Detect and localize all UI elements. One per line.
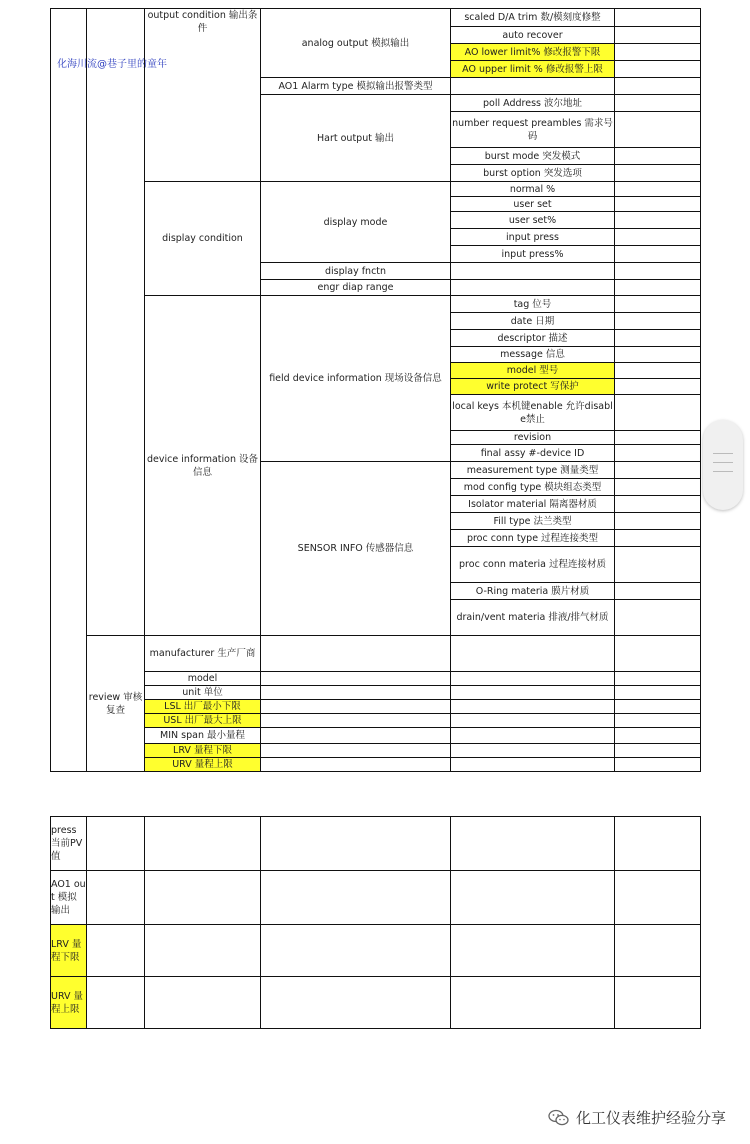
press-pv-row-label: press 当前PV值 bbox=[51, 817, 87, 871]
value-cell[interactable] bbox=[261, 744, 451, 758]
review-item-4: USL 出厂最大上限 bbox=[145, 714, 261, 728]
value-cell[interactable] bbox=[261, 758, 451, 772]
value-cell[interactable] bbox=[615, 431, 701, 445]
value-cell[interactable] bbox=[615, 61, 701, 78]
review-item-0: manufacturer 生产厂商 bbox=[145, 636, 261, 672]
value-cell[interactable] bbox=[615, 379, 701, 395]
value-cell[interactable] bbox=[261, 672, 451, 686]
value-cell[interactable] bbox=[615, 95, 701, 112]
value-cell[interactable] bbox=[451, 744, 615, 758]
analog-item-0: scaled D/A trim 数/模刻度修整 bbox=[451, 9, 615, 27]
display-item-1: user set bbox=[451, 197, 615, 212]
value-cell[interactable] bbox=[615, 686, 701, 700]
review-item-5: MIN span 最小量程 bbox=[145, 728, 261, 744]
field-item-4: model 型号 bbox=[451, 363, 615, 379]
value-cell[interactable] bbox=[615, 280, 701, 296]
value-cell[interactable] bbox=[615, 817, 701, 871]
field-item-7: revision bbox=[451, 431, 615, 445]
field-item-6: local keys 本机键enable 允许disable禁止 bbox=[451, 395, 615, 431]
footer-account bbox=[548, 1107, 726, 1128]
display-condition-cell: display condition bbox=[145, 182, 261, 296]
value-cell[interactable] bbox=[261, 977, 451, 1029]
ao1-out-row-label: AO1 out 模拟输出 bbox=[51, 871, 87, 925]
value-cell[interactable] bbox=[615, 479, 701, 496]
field-item-0: tag 位号 bbox=[451, 296, 615, 313]
bottom-parameter-table bbox=[50, 816, 701, 1029]
value-cell[interactable] bbox=[615, 547, 701, 583]
analog-output-cell: analog output 模拟输出 bbox=[261, 9, 451, 78]
sensor-item-5: proc conn materia 过程连接材质 bbox=[451, 547, 615, 583]
value-cell[interactable] bbox=[87, 871, 145, 925]
value-cell[interactable] bbox=[615, 728, 701, 744]
display-item-2: user set% bbox=[451, 212, 615, 229]
value-cell[interactable] bbox=[451, 925, 615, 977]
display-item-4: input press% bbox=[451, 246, 615, 263]
value-cell[interactable] bbox=[451, 636, 615, 672]
scroll-handle[interactable] bbox=[703, 420, 743, 510]
value-cell[interactable] bbox=[615, 513, 701, 530]
display-item-0: normal % bbox=[451, 182, 615, 197]
field-item-1: date 日期 bbox=[451, 313, 615, 330]
output-condition-cell: output condition 输出条件 bbox=[145, 9, 261, 182]
value-cell[interactable] bbox=[451, 817, 615, 871]
value-cell[interactable] bbox=[615, 445, 701, 462]
hart-item-1: number request preambles 需求号码 bbox=[451, 112, 615, 148]
value-cell[interactable] bbox=[615, 27, 701, 44]
value-cell[interactable] bbox=[87, 817, 145, 871]
value-cell[interactable] bbox=[615, 246, 701, 263]
lrv-row-label: LRV 量程下限 bbox=[51, 925, 87, 977]
value-cell[interactable] bbox=[615, 44, 701, 61]
sensor-item-7: drain/vent materia 排液/排气材质 bbox=[451, 600, 615, 636]
value-cell[interactable] bbox=[451, 263, 615, 280]
value-cell[interactable] bbox=[615, 583, 701, 600]
value-cell[interactable] bbox=[615, 263, 701, 280]
value-cell[interactable] bbox=[261, 871, 451, 925]
value-cell[interactable] bbox=[615, 229, 701, 246]
value-cell[interactable] bbox=[615, 212, 701, 229]
value-cell[interactable] bbox=[87, 977, 145, 1029]
hart-item-2: burst mode 突发模式 bbox=[451, 148, 615, 165]
value-cell[interactable] bbox=[615, 78, 701, 95]
value-cell[interactable] bbox=[615, 636, 701, 672]
value-cell[interactable] bbox=[261, 728, 451, 744]
value-cell[interactable] bbox=[261, 636, 451, 672]
review-item-2: unit 单位 bbox=[145, 686, 261, 700]
value-cell[interactable] bbox=[615, 197, 701, 212]
sensor-item-0: measurement type 测量类型 bbox=[451, 462, 615, 479]
review-item-1: model bbox=[145, 672, 261, 686]
value-cell[interactable] bbox=[145, 977, 261, 1029]
value-cell[interactable] bbox=[615, 600, 701, 636]
value-cell[interactable] bbox=[615, 925, 701, 977]
value-cell[interactable] bbox=[145, 817, 261, 871]
value-cell[interactable] bbox=[451, 672, 615, 686]
review-item-7: URV 量程上限 bbox=[145, 758, 261, 772]
value-cell[interactable] bbox=[615, 977, 701, 1029]
urv-row-label: URV 量程上限 bbox=[51, 977, 87, 1029]
value-cell[interactable] bbox=[615, 148, 701, 165]
left-margin-cell bbox=[51, 9, 87, 772]
value-cell[interactable] bbox=[615, 165, 701, 182]
sensor-item-1: mod config type 模块组态类型 bbox=[451, 479, 615, 496]
analog-item-3: AO upper limit % 修改报警上限 bbox=[451, 61, 615, 78]
value-cell[interactable] bbox=[87, 925, 145, 977]
sensor-item-4: proc conn type 过程连接类型 bbox=[451, 530, 615, 547]
value-cell[interactable] bbox=[615, 672, 701, 686]
top-parameter-table bbox=[50, 8, 701, 772]
value-cell[interactable] bbox=[615, 871, 701, 925]
value-cell[interactable] bbox=[615, 496, 701, 513]
value-cell[interactable] bbox=[451, 871, 615, 925]
value-cell[interactable] bbox=[615, 112, 701, 148]
value-cell[interactable] bbox=[615, 758, 701, 772]
hart-output-cell: Hart output 输出 bbox=[261, 95, 451, 182]
value-cell[interactable] bbox=[261, 686, 451, 700]
value-cell[interactable] bbox=[615, 530, 701, 547]
value-cell[interactable] bbox=[615, 330, 701, 347]
value-cell[interactable] bbox=[451, 758, 615, 772]
review-item-6: LRV 量程下限 bbox=[145, 744, 261, 758]
field-device-info-cell: field device information 现场设备信息 bbox=[261, 296, 451, 462]
field-item-2: descriptor 描述 bbox=[451, 330, 615, 347]
ao1-alarm-type-cell: AO1 Alarm type 模拟输出报警类型 bbox=[261, 78, 451, 95]
value-cell[interactable] bbox=[615, 363, 701, 379]
value-cell[interactable] bbox=[451, 728, 615, 744]
value-cell[interactable] bbox=[261, 700, 451, 714]
watermark-text: 化海川流@巷子里的童年 bbox=[57, 59, 167, 70]
wechat-icon bbox=[548, 1109, 570, 1127]
value-cell[interactable] bbox=[615, 182, 701, 197]
value-cell[interactable] bbox=[615, 700, 701, 714]
value-cell[interactable] bbox=[451, 686, 615, 700]
value-cell[interactable] bbox=[615, 296, 701, 313]
value-cell[interactable] bbox=[451, 714, 615, 728]
value-cell[interactable] bbox=[145, 871, 261, 925]
value-cell[interactable] bbox=[615, 313, 701, 330]
value-cell[interactable] bbox=[615, 714, 701, 728]
value-cell[interactable] bbox=[615, 744, 701, 758]
engr-range-cell: engr diap range bbox=[261, 280, 451, 296]
analog-item-1: auto recover bbox=[451, 27, 615, 44]
field-item-3: message 信息 bbox=[451, 347, 615, 363]
value-cell[interactable] bbox=[615, 9, 701, 27]
value-cell[interactable] bbox=[261, 714, 451, 728]
value-cell[interactable] bbox=[145, 925, 261, 977]
value-cell[interactable] bbox=[261, 925, 451, 977]
sensor-item-3: Fill type 法兰类型 bbox=[451, 513, 615, 530]
field-item-8: final assy #-device ID bbox=[451, 445, 615, 462]
display-item-3: input press bbox=[451, 229, 615, 246]
value-cell[interactable] bbox=[451, 280, 615, 296]
sensor-item-6: O-Ring materia 膜片材质 bbox=[451, 583, 615, 600]
value-cell[interactable] bbox=[615, 395, 701, 431]
review-item-3: LSL 出厂最小下限 bbox=[145, 700, 261, 714]
review-cell: review 审核复查 bbox=[87, 636, 145, 772]
value-cell[interactable] bbox=[451, 977, 615, 1029]
account-name: 化工仪表维护经验分享 bbox=[575, 1109, 726, 1127]
field-item-5: write protect 写保护 bbox=[451, 379, 615, 395]
analog-item-2: AO lower limit% 修改报警下限 bbox=[451, 44, 615, 61]
configuration-group-cell bbox=[87, 9, 145, 636]
display-fnctn-cell: display fnctn bbox=[261, 263, 451, 280]
hart-item-0: poll Address 波尔地址 bbox=[451, 95, 615, 112]
hart-item-3: burst option 突发选项 bbox=[451, 165, 615, 182]
device-information-cell: device information 设备信息 bbox=[145, 296, 261, 636]
value-cell[interactable] bbox=[261, 817, 451, 871]
display-mode-cell: display mode bbox=[261, 182, 451, 263]
sensor-info-cell: SENSOR INFO 传感器信息 bbox=[261, 462, 451, 636]
value-cell[interactable] bbox=[451, 78, 615, 95]
value-cell[interactable] bbox=[451, 700, 615, 714]
sensor-item-2: Isolator material 隔离器材质 bbox=[451, 496, 615, 513]
value-cell[interactable] bbox=[615, 462, 701, 479]
value-cell[interactable] bbox=[615, 347, 701, 363]
